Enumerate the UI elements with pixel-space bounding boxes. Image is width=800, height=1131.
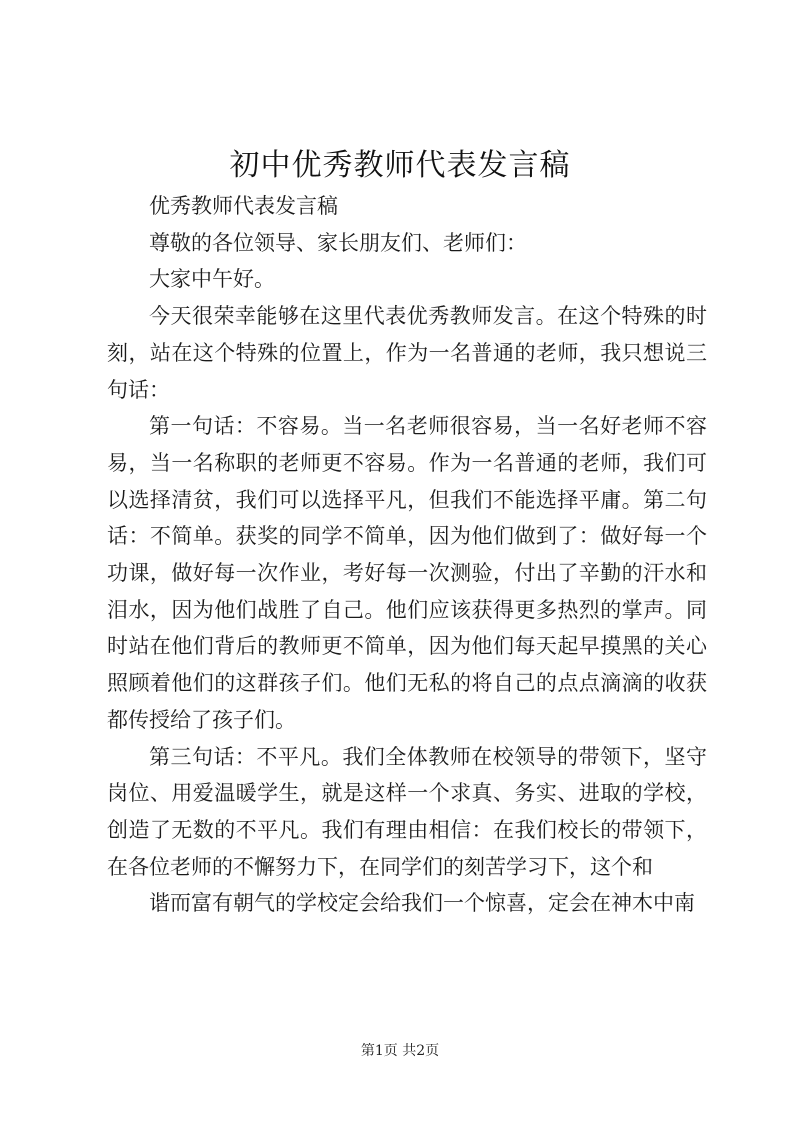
paragraph-first-sentence: 第一句话：不容易。当一名老师很容易，当一名好老师不容易，当一名称职的老师更不容易。作为一名普通的老师，我们可以选择清贫，我们可以选择平凡，但我们不能选择平庸。第二句话：不简单。获奖的同学不简单，因为他们做到了：做好每一个功课，做好每一次作业，考好每一次测验，付出了辛勤的汗水和泪水，因为他们战胜了自己。他们应该获得更多热烈的掌声。同时站在他们背后的教师更不简单，因为他们每天起早摸黑的关心照顾着他们的这群孩子们。他们无私的将自己的点点滴滴的收获都传授给了孩子们。 [107, 414, 707, 732]
paragraph-greeting: 大家中午好。 [149, 267, 275, 292]
document-title: 初中优秀教师代表发言稿 [229, 148, 571, 183]
document-body [107, 188, 707, 922]
paragraph-continuation: 谐而富有朝气的学校定会给我们一个惊喜，定会在神木中南 [149, 891, 695, 916]
page-number-footer: 第1页 共2页 [360, 1043, 440, 1059]
paragraph-salutation: 尊敬的各位领导、家长朋友们、老师们： [149, 230, 527, 255]
paragraph-third-sentence: 第三句话：不平凡。我们全体教师在校领导的带领下，坚守岗位、用爱温暖学生，就是这样一个求真、务实、进取的学校，创造了无数的不平凡。我们有理由相信：在我们校长的带领下，在各位老师的不懈努力下，在同学们的刻苦学习下，这个和 [107, 744, 707, 879]
paragraph-intro: 今天很荣幸能够在这里代表优秀教师发言。在这个特殊的时刻，站在这个特殊的位置上，作为一名普通的老师，我只想说三句话： [107, 304, 707, 402]
paragraph-subtitle: 优秀教师代表发言稿 [149, 194, 338, 218]
